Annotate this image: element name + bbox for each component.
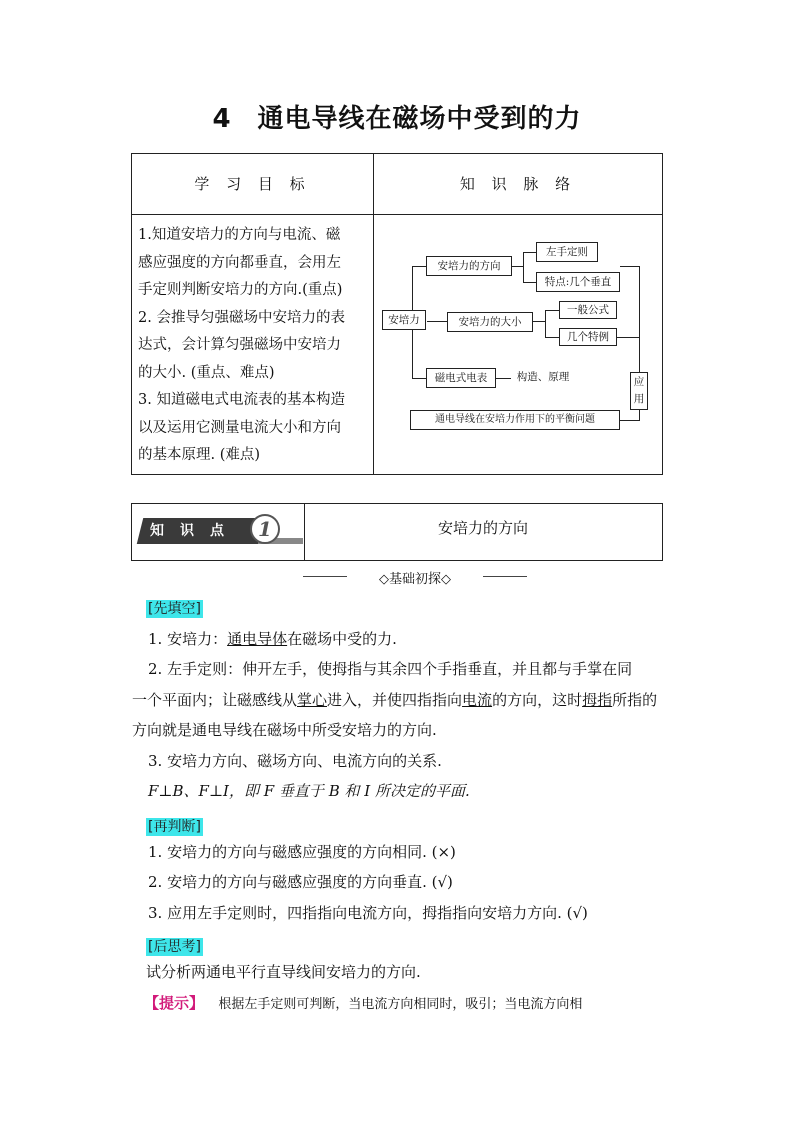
hint-text: 根据左手定则可判断，当电流方向相同时，吸引；当电流方向相 xyxy=(218,997,583,1012)
objective-line: 1.知道安培力的方向与电流、磁 xyxy=(138,227,341,243)
objectives-list xyxy=(138,222,370,470)
judge-item: 3. 应用左手定则时，四指指向电流方向，拇指指向安培力方向. (√) xyxy=(148,904,588,922)
objective-line: 2. 会推导匀强磁场中安培力的表 xyxy=(138,309,345,326)
knowledge-map-header: 知 识 脉 络 xyxy=(459,175,577,193)
fill-item-3-relation: F⊥B、F⊥I，即 F 垂直于 B 和 I 所决定的平面. xyxy=(148,782,470,800)
node-direction: 安培力的方向 xyxy=(426,256,512,276)
knowledge-point-title: 安培力的方向 xyxy=(437,519,528,537)
knowledge-point-badge xyxy=(140,514,303,550)
hint-label: 【提示】 xyxy=(144,994,205,1012)
section-title: 通电导线在磁场中受到的力 xyxy=(257,104,582,134)
page-title xyxy=(0,98,794,135)
objective-line: 以及运用它测量电流大小和方向 xyxy=(138,419,341,436)
objective-line: 手定则判断安培力的方向.(重点) xyxy=(138,282,343,298)
objective-line: 达式，会计算匀强磁场中安培力 xyxy=(138,337,341,353)
node-apply: 应用 xyxy=(630,372,648,410)
knowledge-map-diagram xyxy=(382,224,660,474)
fill-in-tag: [先填空] xyxy=(148,601,201,617)
judge-item: 2. 安培力的方向与磁感应强度的方向垂直. (√) xyxy=(148,873,453,891)
underlined-term: 掌心 xyxy=(297,691,328,709)
think-tag: [后思考] xyxy=(148,939,201,955)
objective-line: 的基本原理. (难点) xyxy=(138,447,261,463)
objective-line: 感应强度的方向都垂直，会用左 xyxy=(138,254,341,271)
underlined-term: 通电导体 xyxy=(227,630,288,648)
knowledge-point-label: 知识点 xyxy=(150,523,240,539)
objectives-header: 学 习 目 标 xyxy=(194,175,311,193)
judge-item: 1. 安培力的方向与磁感应强度的方向相同. (×) xyxy=(148,843,456,861)
node-structure: 构造、原理 xyxy=(511,370,575,386)
objective-line: 的大小. (重点、难点) xyxy=(138,364,275,381)
node-special-cases: 几个特例 xyxy=(559,328,617,346)
knowledge-point-number: 1 xyxy=(250,514,280,544)
node-equilibrium: 通电导线在安培力作用下的平衡问题 xyxy=(410,410,620,430)
fill-item-2: 2. 左手定则：伸开左手，使拇指与其余四个手指垂直，并且都与手掌在同 xyxy=(148,660,633,678)
objectives-table xyxy=(131,153,663,475)
fill-item-2-cont: 一个平面内；让磁感线从掌心进入，并使四指指向电流的方向，这时拇指所指的 xyxy=(132,691,658,709)
fill-item-3: 3. 安培力方向、磁场方向、电流方向的关系. xyxy=(148,752,442,770)
hint-line xyxy=(144,993,582,1015)
fill-item-1: 1. 安培力：通电导体在磁场中受的力. xyxy=(148,630,397,648)
underlined-term: 拇指 xyxy=(582,691,613,709)
node-feature: 特点:几个垂直 xyxy=(536,272,620,292)
node-magnitude: 安培力的大小 xyxy=(447,312,533,332)
node-general-formula: 一般公式 xyxy=(559,301,617,319)
node-meter: 磁电式电表 xyxy=(426,368,496,388)
fill-item-2-end: 方向就是通电导线在磁场中所受安培力的方向. xyxy=(132,721,437,739)
think-question: 试分析两通电平行直导线间安培力的方向. xyxy=(146,963,421,981)
node-ampere-force: 安培力 xyxy=(382,310,426,330)
knowledge-point-bar xyxy=(131,503,663,561)
node-left-hand-rule: 左手定则 xyxy=(536,242,598,262)
underlined-term: 电流 xyxy=(462,691,493,709)
section-separator: ◇基础初探◇ xyxy=(300,568,530,584)
objective-line: 3. 知道磁电式电流表的基本构造 xyxy=(138,392,345,408)
section-number: 4 xyxy=(212,104,232,134)
judge-tag: [再判断] xyxy=(148,819,201,835)
